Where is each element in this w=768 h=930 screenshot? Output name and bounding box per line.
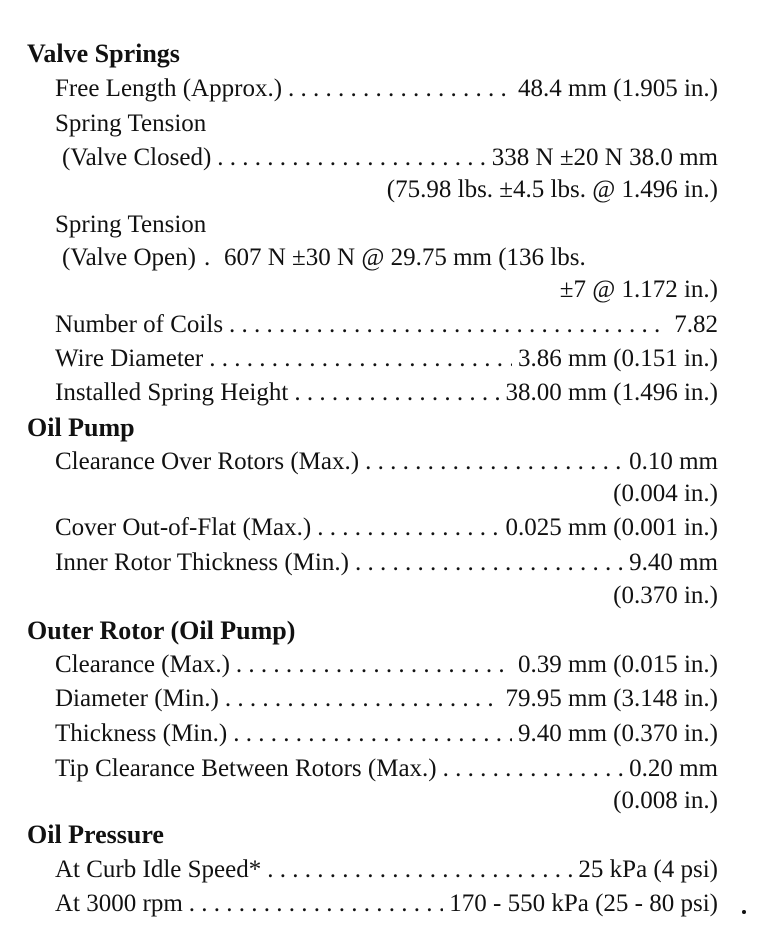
spec-label: (Valve Open)	[62, 244, 196, 271]
spec-label: At 3000 rpm	[55, 890, 183, 917]
spec-row-thickness	[55, 719, 718, 749]
spec-value-continuation: (0.008 in.)	[613, 787, 718, 814]
dot-leader	[294, 378, 499, 408]
spec-value: 9.40 mm	[629, 549, 718, 576]
spec-value: 48.4 mm (1.905 in.)	[518, 75, 718, 102]
spec-row-clearance	[55, 650, 718, 680]
spec-row-free-length	[55, 74, 718, 104]
dot-leader	[288, 74, 512, 104]
spec-label-spring-tension: Spring Tension	[55, 211, 207, 238]
spec-value: 607 N ±30 N @ 29.75 mm (136 lbs.	[223, 244, 586, 271]
spec-value: 0.025 mm (0.001 in.)	[505, 514, 718, 541]
dot-leader	[443, 754, 623, 784]
spec-row-curb-idle-speed	[55, 855, 718, 885]
dot-leader	[365, 447, 623, 477]
spec-label: Clearance (Max.)	[55, 651, 230, 678]
dot-leader	[267, 855, 572, 885]
spec-value: 0.20 mm	[629, 755, 718, 782]
section-heading-outer-rotor: Outer Rotor (Oil Pump)	[27, 616, 296, 645]
spec-value-continuation: (75.98 lbs. ±4.5 lbs. @ 1.496 in.)	[386, 176, 718, 203]
stray-mark	[742, 910, 746, 914]
spec-value: 3.86 mm (0.151 in.)	[518, 345, 718, 372]
section-heading-oil-pressure: Oil Pressure	[27, 820, 164, 849]
spec-row-3000-rpm	[55, 889, 718, 919]
spec-value: 25 kPa (4 psi)	[578, 856, 718, 883]
dot-leader	[225, 684, 500, 714]
spec-value: 79.95 mm (3.148 in.)	[505, 685, 718, 712]
spec-label-spring-tension: Spring Tension	[55, 110, 207, 137]
dot-leader	[217, 143, 485, 173]
spec-value: 170 - 550 kPa (25 - 80 psi)	[449, 890, 718, 917]
spec-value-continuation: (0.370 in.)	[613, 582, 718, 609]
section-heading-valve-springs: Valve Springs	[27, 39, 180, 68]
dot-leader	[229, 310, 668, 340]
spec-row-wire-diameter	[55, 344, 718, 374]
spec-label: Diameter (Min.)	[55, 685, 219, 712]
spec-value-continuation: ±7 @ 1.172 in.)	[559, 276, 718, 303]
spec-value: 0.39 mm (0.015 in.)	[518, 651, 718, 678]
spec-value: 9.40 mm (0.370 in.)	[518, 720, 718, 747]
dot-leader	[317, 513, 499, 543]
spec-row-installed-spring-height	[55, 378, 718, 408]
spec-label: Number of Coils	[55, 311, 224, 338]
spec-label: Cover Out-of-Flat (Max.)	[55, 514, 312, 541]
spec-row-tip-clearance	[55, 754, 718, 784]
spec-row-valve-closed	[62, 143, 718, 173]
spec-label: Installed Spring Height	[55, 379, 289, 406]
spec-row-valve-open	[62, 243, 718, 273]
spec-value: 0.10 mm	[629, 448, 718, 475]
dot-leader	[204, 243, 218, 273]
spec-label: At Curb Idle Speed*	[55, 856, 262, 883]
spec-row-clearance-over-rotors	[55, 447, 718, 477]
spec-value-continuation: (0.004 in.)	[613, 480, 718, 507]
spec-row-diameter	[55, 684, 718, 714]
section-heading-oil-pump: Oil Pump	[27, 413, 135, 442]
dot-leader	[355, 548, 623, 578]
spec-value: 338 N ±20 N 38.0 mm	[491, 144, 718, 171]
dot-leader	[209, 344, 512, 374]
spec-value: 7.82	[674, 311, 718, 338]
spec-label: Wire Diameter	[55, 345, 204, 372]
spec-row-number-of-coils	[55, 310, 718, 340]
dot-leader	[236, 650, 512, 680]
spec-label: Inner Rotor Thickness (Min.)	[55, 549, 349, 576]
spec-label: Free Length (Approx.)	[55, 75, 283, 102]
spec-label: Thickness (Min.)	[55, 720, 228, 747]
spec-label: Clearance Over Rotors (Max.)	[55, 448, 360, 475]
spec-row-inner-rotor-thickness	[55, 548, 718, 578]
spec-row-cover-out-of-flat	[55, 513, 718, 543]
dot-leader	[189, 889, 443, 919]
dot-leader	[233, 719, 512, 749]
spec-label: (Valve Closed)	[62, 144, 212, 171]
spec-value: 38.00 mm (1.496 in.)	[505, 379, 718, 406]
spec-label: Tip Clearance Between Rotors (Max.)	[55, 755, 437, 782]
